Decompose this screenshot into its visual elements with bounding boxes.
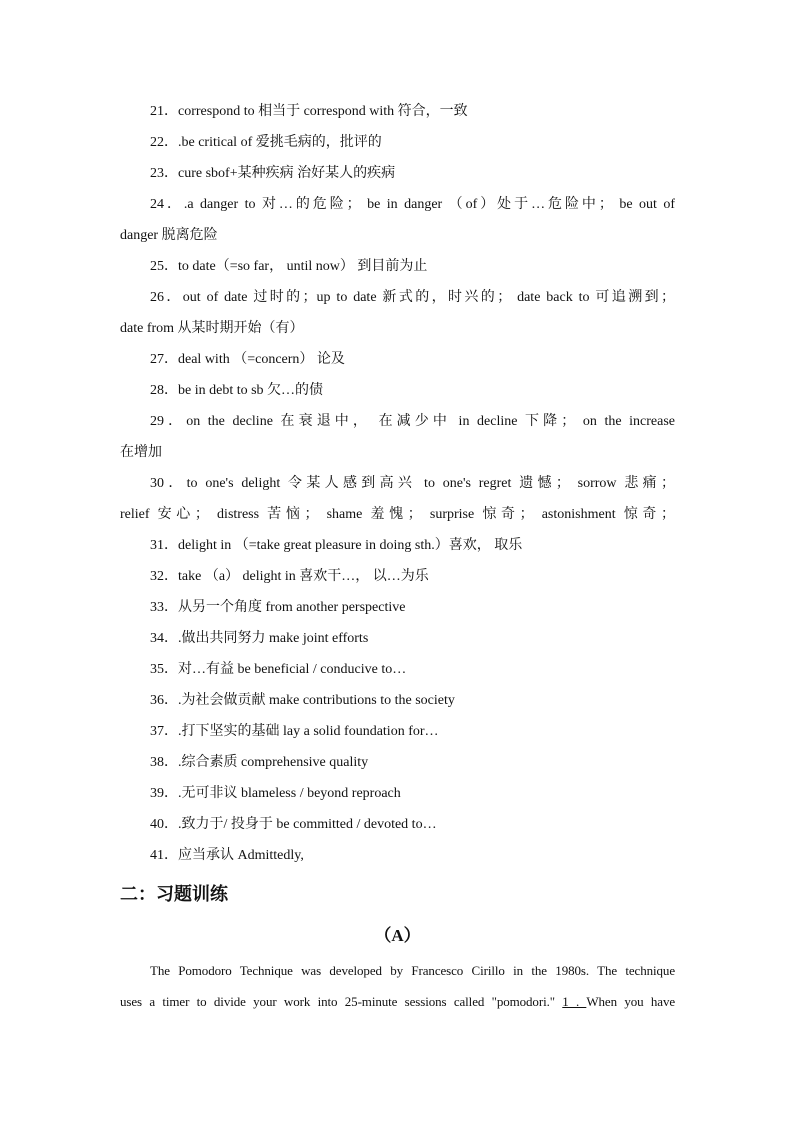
vocab-item-39: 39．.无可非议 blameless / beyond reproach — [150, 786, 401, 801]
vocab-item-30: 30．to one's delight 令某人感到高兴 to one's regret 遗憾； sorrow 悲痛； — [150, 476, 675, 491]
vocab-item-29-cont: 在增加 — [120, 445, 162, 460]
passage-line-2-text: uses a timer to divide your work into 25-minute sessions called "pomodori." — [120, 994, 563, 1009]
vocab-item-35: 35．对…有益 be beneficial / conducive to… — [150, 662, 407, 677]
vocab-item-28: 28．be in debt to sb 欠…的债 — [150, 383, 324, 398]
vocab-item-40: 40．.致力于/ 投身于 be committed / devoted to… — [150, 817, 437, 832]
vocab-item-23: 23．cure sbof+某种疾病 治好某人的疾病 — [150, 166, 396, 181]
vocab-item-21: 21．correspond to 相当于 correspond with 符合，一致 — [150, 104, 468, 119]
vocab-item-29: 29．on the decline 在衰退中， 在减少中 in decline 下降； on the increase — [150, 414, 675, 429]
vocab-item-38: 38．.综合素质 comprehensive quality — [150, 755, 369, 770]
vocab-item-22: 22．.be critical of 爱挑毛病的，批评的 — [150, 135, 382, 150]
answer-blank-1: 1 . — [562, 994, 587, 1009]
vocab-item-26-cont: date from 从某时期开始（有） — [120, 321, 304, 336]
vocab-item-25: 25．to date（=so far， until now） 到目前为止 — [150, 259, 428, 274]
vocab-item-34: 34．.做出共同努力 make joint efforts — [150, 631, 369, 646]
vocab-item-24: 24．.a danger to 对…的危险； be in danger （of）处于…危险中； be out of — [150, 197, 675, 212]
vocab-item-37: 37．.打下坚实的基础 lay a solid foundation for… — [150, 724, 439, 739]
vocab-item-41: 41．应当承认 Admittedly, — [150, 848, 304, 863]
passage-line-2-tail: When you have — [586, 994, 675, 1009]
passage-line-1: The Pomodoro Technique was developed by Francesco Cirillo in the 1980s. The technique — [150, 963, 675, 978]
section-title: 二：习题训练 — [120, 884, 228, 905]
vocab-item-30-cont: relief 安心； distress 苦恼； shame 羞愧； surprise 惊奇； astonishment 惊奇； — [120, 507, 675, 522]
page-content — [120, 96, 675, 1017]
vocab-item-27: 27．deal with （=concern） 论及 — [150, 352, 345, 367]
passage-title: （A） — [374, 926, 421, 945]
vocab-item-31: 31．delight in （=take great pleasure in doing sth.）喜欢， 取乐 — [150, 538, 523, 553]
vocab-item-33: 33．从另一个角度 from another perspective — [150, 600, 406, 615]
vocab-item-36: 36．.为社会做贡献 make contributions to the society — [150, 693, 455, 708]
vocab-item-24-cont: danger 脱离危险 — [120, 228, 218, 243]
vocab-item-32: 32．take （a） delight in 喜欢干…， 以…为乐 — [150, 569, 429, 584]
vocab-item-26: 26．out of date 过时的；up to date 新式的，时兴的； date back to 可追溯到； — [150, 290, 675, 305]
passage-line-2 — [120, 986, 675, 1017]
